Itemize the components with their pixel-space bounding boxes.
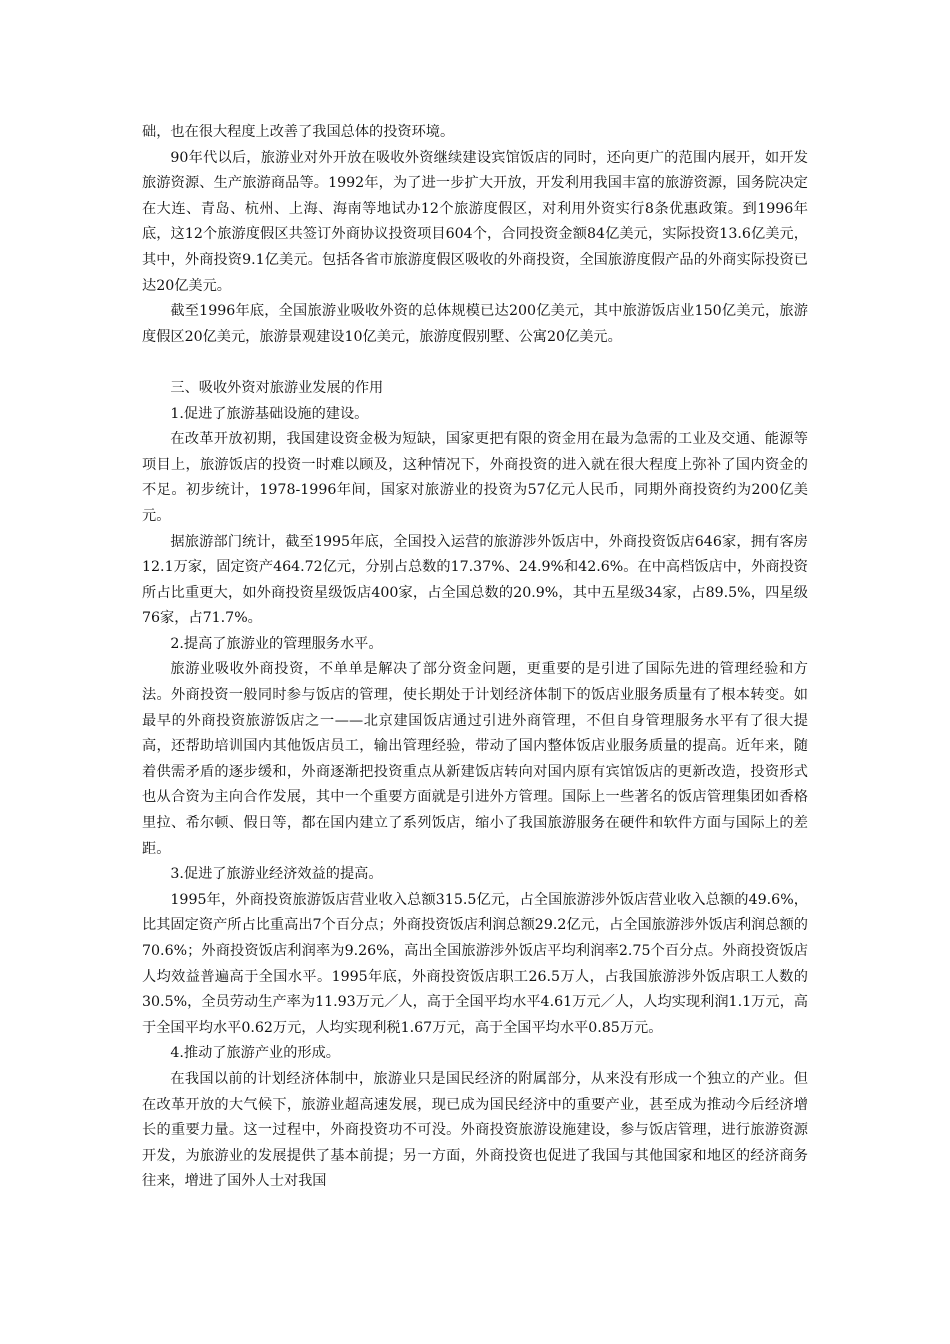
item-4-paragraph-1: 在我国以前的计划经济体制中，旅游业只是国民经济的附属部分，从来没有形成一个独立的产业。但在改革开放的大气候下，旅游业超高速发展，现已成为国民经济中的重要产业，甚至成为推动今后经济增长的重要力量。这一过程中，外商投资功不可没。外商投资旅游设施建设，参与饭店管理，进行旅游资源开发，为旅游业的发展提供了基本前提；另一方面，外商投资也促进了我国与其他国家和地区的经济商务往来，增进了国外人士对我国 <box>142 1070 808 1190</box>
paragraph-90s-opening: 90年代以后，旅游业对外开放在吸收外资继续建设宾馆饭店的同时，还向更广的范围内展开，如开发旅游资源、生产旅游商品等。1992年，为了进一步扩大开放，开发利用我国丰富的旅游资源，国务院决定在大连、青岛、杭州、上海、海南等地试办12个旅游度假区，对利用外资实行8条优惠政策。到1996年底，这12个旅游度假区共签订外商协议投资项目604个，合同投资金额84亿美元，实际投资13.6亿美元，其中，外商投资9.1亿美元。包括各省市旅游度假区吸收的外商投资，全国旅游度假产品的外商实际投资已达20亿美元。 <box>142 149 808 294</box>
item-1-title: 1.促进了旅游基础设施的建设。 <box>170 405 369 422</box>
item-2-paragraph-1: 旅游业吸收外商投资，不单单是解决了部分资金问题，更重要的是引进了国际先进的管理经验和方法。外商投资一般同时参与饭店的管理，使长期处于计划经济体制下的饭店业服务质量有了根本转变。如最早的外商投资旅游饭店之一——北京建国饭店通过引进外商管理，不但自身管理服务水平有了很大提高，还帮助培训国内其他饭店员工，输出管理经验，带动了国内整体饭店业服务质量的提高。近年来，随着供需矛盾的逐步缓和，外商逐渐把投资重点从新建饭店转向对国内原有宾馆饭店的更新改造，投资形式也从合资为主向合作发展，其中一个重要方面就是引进外方管理。国际上一些著名的饭店管理集团如香格里拉、希尔顿、假日等，都在国内建立了系列饭店，缩小了我国旅游服务在硬件和软件方面与国际上的差距。 <box>142 661 808 857</box>
item-1-paragraph-1: 在改革开放初期，我国建设资金极为短缺，国家更把有限的资金用在最为急需的工业及交通、能源等项目上，旅游饭店的投资一时难以顾及，这种情况下，外商投资的进入就在很大程度上弥补了国内资金的不足。初步统计，1978-1996年间，国家对旅游业的投资为57亿元人民币，同期外商投资约为200亿美元。 <box>142 431 808 524</box>
item-3-paragraph-1: 1995年，外商投资旅游饭店营业收入总额315.5亿元，占全国旅游涉外饭店营业收入总额的49.6%，比其固定资产所占比重高出7个百分点；外商投资饭店利润总额29.2亿元，占全国旅游涉外饭店利润总额的70.6%；外商投资饭店利润率为9.26%，高出全国旅游涉外饭店平均利润率2.75个百分点。外商投资饭店人均效益普遍高于全国水平。1995年底，外商投资饭店职工26.5万人，占我国旅游涉外饭店职工人数的30.5%，全员劳动生产率为11.93万元／人，高于全国平均水平4.61万元／人，人均实现利润1.1万元，高于全国平均水平0.62万元，人均实现利税1.67万元，高于全国平均水平0.85万元。 <box>142 891 808 1036</box>
item-3-title: 3.促进了旅游业经济效益的提高。 <box>170 866 383 883</box>
item-2-title: 2.提高了旅游业的管理服务水平。 <box>170 635 383 652</box>
paragraph-continued: 础，也在很大程度上改善了我国总体的投资环境。 <box>142 124 455 140</box>
item-1-paragraph-2: 据旅游部门统计，截至1995年底，全国投入运营的旅游涉外饭店中，外商投资饭店646家，拥有客房12.1万家，固定资产464.72亿元，分别占总数的17.37%、24.9%和42.6%。在中高档饭店中，外商投资所占比重更大，如外商投资星级饭店400家，占全国总数的20.9%，其中五星级34家，占89.5%，四星级76家，占71.7%。 <box>142 533 808 627</box>
section-gap <box>142 350 808 376</box>
document-page <box>142 120 808 1195</box>
item-4-title: 4.推动了旅游产业的形成。 <box>170 1045 340 1062</box>
section-heading: 三、吸收外资对旅游业发展的作用 <box>170 379 384 396</box>
paragraph-1996-total: 截至1996年底，全国旅游业吸收外资的总体规模已达200亿美元，其中旅游饭店业150亿美元，旅游度假区20亿美元，旅游景观建设10亿美元，旅游度假别墅、公寓20亿美元。 <box>142 303 808 345</box>
